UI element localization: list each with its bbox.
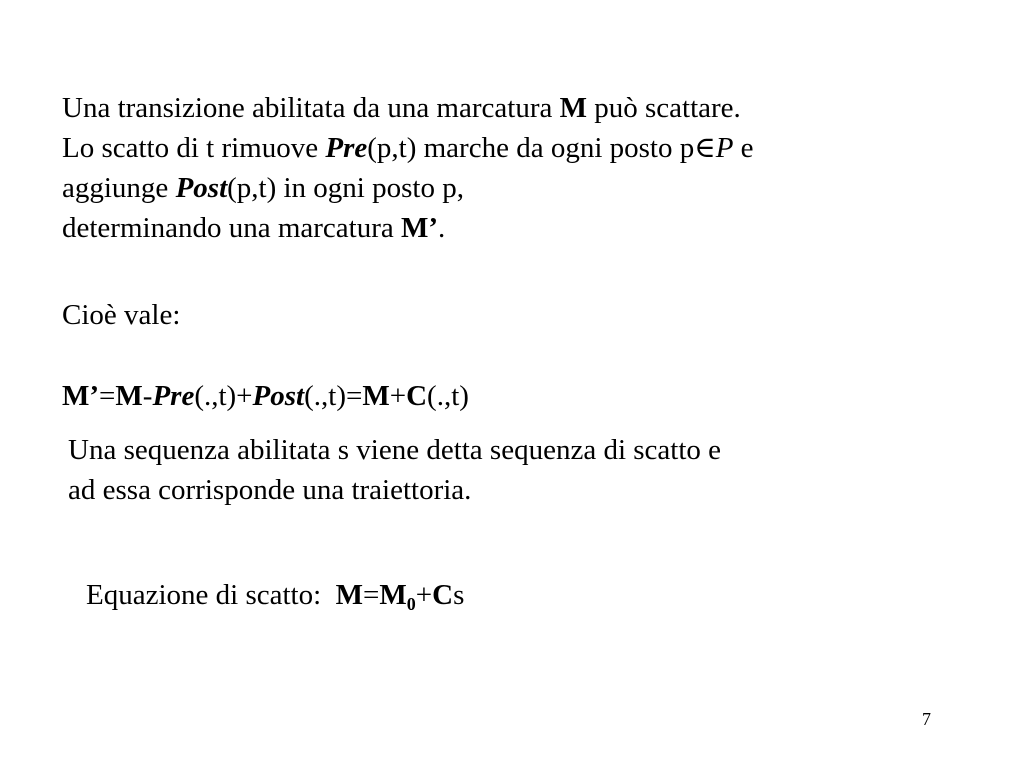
text-line: ad essa corrisponde una traiettoria. [68, 474, 472, 506]
state-equation-label: Equazione di scatto: [86, 579, 336, 611]
new-marking-symbol: M’ [400, 212, 439, 244]
element-of-symbol: ∈ [694, 132, 716, 164]
text-line: Una sequenza abilitata s viene detta sequenza di scatto e [68, 434, 722, 466]
text-line: Lo scatto di t rimuove Pre(p,t) marche da ogni posto p∈P e [62, 132, 754, 164]
firing-sequence-description [68, 430, 721, 510]
transition-firing-description [62, 88, 754, 248]
marking-symbol: M [559, 92, 587, 124]
cioe-vale-text: Cioè vale: [62, 299, 181, 331]
state-equation: Equazione di scatto: $M=M_0+Cs$ [86, 579, 465, 614]
text-line: Una transizione abilitata da una marcatura M può scattare. [62, 92, 741, 124]
initial-marking-subscript: 0 [406, 594, 416, 614]
firing-formula: M’=M-Pre(.,t)+Post(.,t)=M+C(.,t) [62, 380, 469, 412]
pre-symbol: Pre [325, 132, 368, 164]
post-symbol: Post [175, 172, 228, 204]
places-set-symbol: P [715, 132, 734, 164]
text-line: determinando una marcatura M’. [62, 212, 446, 244]
text-line: aggiunge Post(p,t) in ogni posto p, [62, 172, 464, 204]
page-number: 7 [922, 709, 931, 729]
